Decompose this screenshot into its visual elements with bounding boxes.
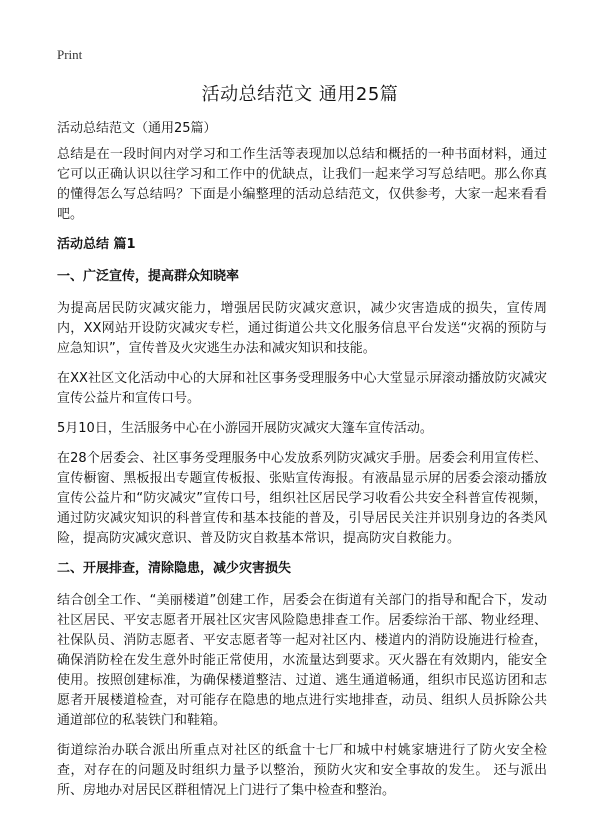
section-heading: 一、广泛宣传，提高群众知晓率 <box>57 269 240 284</box>
paragraph: 街道综治办联合派出所重点对社区的纸盒十七厂和城中村姚家塘进行了防火安全检查，对存在的问题及时组织力量予以整治，预防火灾和安全事故的发生。 还与派出所、房地办对居民区群租情况上门进行了集中检查和整治。 <box>57 743 547 798</box>
paragraph: 5月10日，生活服务中心在小游园开展防灾减灾大篷车宣传活动。 <box>57 421 433 436</box>
print-link[interactable]: Print <box>57 47 83 62</box>
article-heading: 活动总结 篇1 <box>57 237 136 252</box>
section-heading: 二、开展排查，清除隐患，减少灾害损失 <box>57 561 292 576</box>
paragraph: 为提高居民防灾减灾能力，增强居民防灾减灾意识，减少灾害造成的损失，宣传周内，XX网站开设防灾减灾专栏，通过街道公共文化服务信息平台发送“灾祸的预防与应急知识”，宣传普及火灾逃生办法和减灾知识和技能。 <box>57 301 547 356</box>
article-body <box>57 119 547 811</box>
paragraph: 在XX社区文化活动中心的大屏和社区事务受理服务中心大堂显示屏滚动播放防灾减灾宣传公益片和宣传口号。 <box>57 371 547 406</box>
article-subtitle: 活动总结范文（通用25篇） <box>57 121 217 136</box>
intro-paragraph: 总结是在一段时间内对学习和工作生活等表现加以总结和概括的一种书面材料，通过它可以正确认识以往学习和工作中的优缺点，让我们一起来学习写总结吧。那么你真的懂得怎么写总结吗？下面是小编整理的活动总结范文，仅供参考，大家一起来看看吧。 <box>57 147 547 222</box>
paragraph: 结合创全工作、“美丽楼道”创建工作，居委会在街道有关部门的指导和配合下，发动社区居民、平安志愿者开展社区灾害风险隐患排查工作。居委综治干部、物业经理、社保队员、消防志愿者、平安志愿者等一起对社区内、楼道内的消防设施进行检查，确保消防栓在发生意外时能正常使用，水流量达到要求。灭火器在有效期内，能安全使用。按照创建标准，为确保楼道整洁、过道、逃生通道畅通，组织市民巡访团和志愿者开展楼道检查，对可能存在隐患的地点进行实地排查，动员、组织人员拆除公共通道部位的私装铁门和鞋箱。 <box>57 593 547 728</box>
page-title: 活动总结范文 通用25篇 <box>201 84 399 105</box>
paragraph: 在28个居委会、社区事务受理服务中心发放系列防灾减灾手册。居委会利用宣传栏、宣传橱窗、黑板报出专题宣传板报、张贴宣传海报。有液晶显示屏的居委会滚动播放宣传公益片和“防灾减灾”宣传口号，组织社区居民学习收看公共安全科普宣传视频，通过防灾减灾知识的科普宣传和基本技能的普及，引导居民关注并识别身边的各类风险，提高防灾减灾意识、普及防灾自救基本常识，提高防灾自救能力。 <box>57 451 547 546</box>
